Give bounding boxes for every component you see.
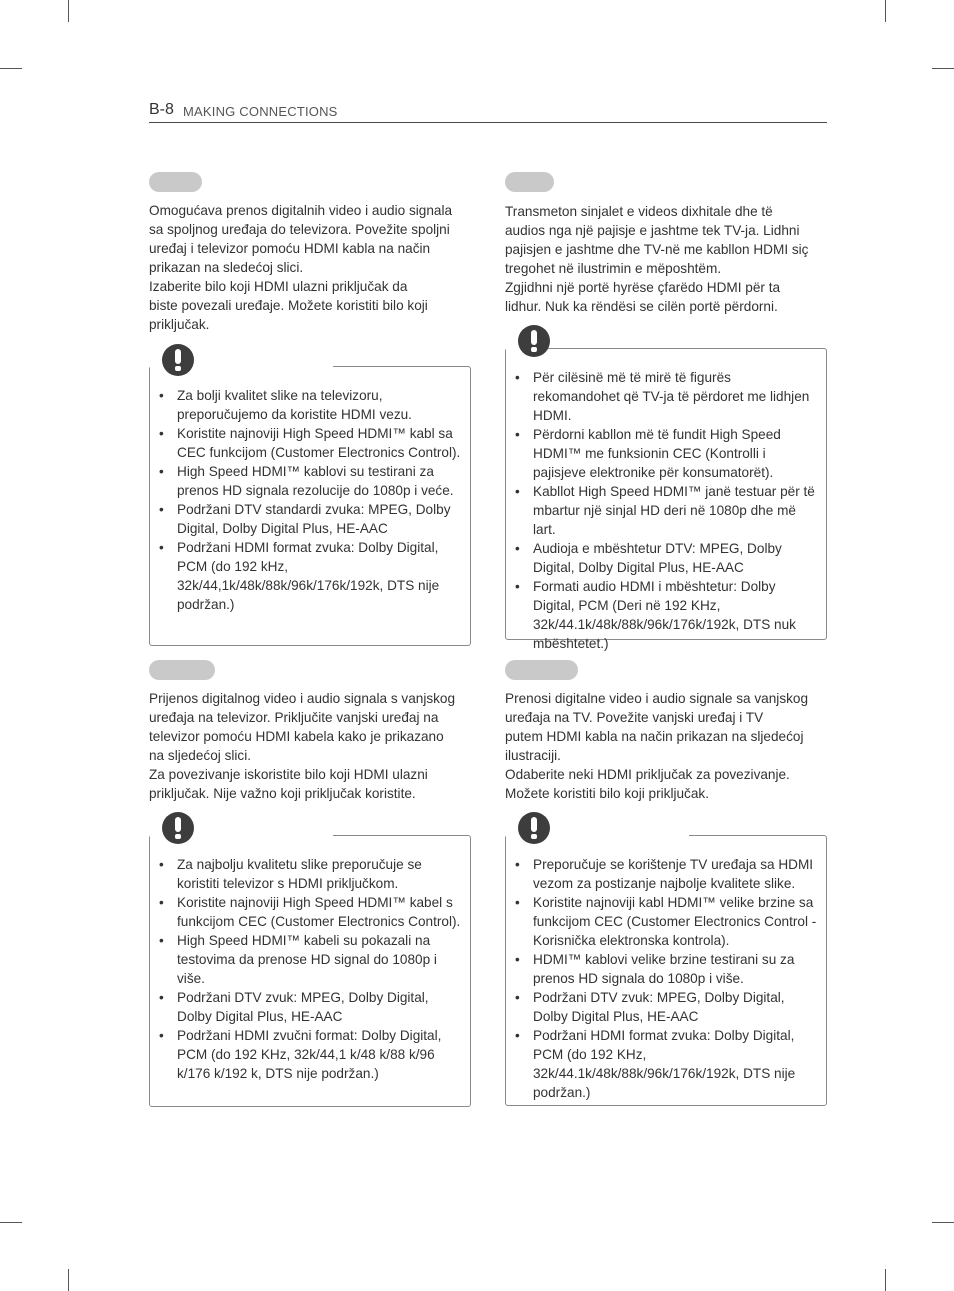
warning-icon [518, 812, 550, 844]
warning-icon [162, 812, 194, 844]
language-tag [505, 172, 554, 192]
warning-icon [162, 344, 194, 376]
crop-mark [68, 0, 69, 22]
note-item: • Podržani HDMI zvučni format: Dolby Digital, PCM (do 192 KHz, 32k/44,1 k/48 k/88 k/96 k/176 k/192 k, DTS nije podržan.) [159, 1026, 464, 1083]
crop-mark [885, 0, 886, 22]
note-list [159, 855, 464, 1083]
note-item: • HDMI™ kablovi velike brzine testirani su za prenos HD signala do 1080p i više. [515, 950, 820, 988]
page-header [149, 100, 827, 123]
note-item: • Preporučuje se korištenje TV uređaja sa HDMI vezom za postizanje najbolje kvalitete slike. [515, 855, 820, 893]
warning-icon [518, 325, 550, 357]
note-item: • Za bolji kvalitet slike na televizoru, preporučujemo da koristite HDMI vezu. [159, 386, 464, 424]
note-item: • Audioja e mbështetur DTV: MPEG, Dolby Digital, Dolby Digital Plus, HE-AAC [515, 539, 820, 577]
language-tag [149, 172, 202, 192]
language-tag [149, 660, 215, 680]
crop-mark [932, 1222, 954, 1223]
note-item: • Kabllot High Speed HDMI™ janë testuar për të mbartur një sinjal HD deri në 1080p dhe më lart. [515, 482, 820, 539]
crop-mark [885, 1269, 886, 1291]
note-box [505, 348, 827, 651]
note-item: • Za najbolju kvalitetu slike preporučuje se koristiti televizor s HDMI priključkom. [159, 855, 464, 893]
note-list [515, 855, 820, 1102]
section-title: MAKING CONNECTIONS [183, 104, 338, 119]
intro-paragraph: Transmeton sinjalet e videos dixhitale dhe të audios nga një pajisje e jashtme tek TV-ja. Lidhni pajisjen e jashtme dhe TV-në me kabllon HDMI siç tregohet në ilustrimin e mëposhtëm. Zgjidhni një portë hyrëse çfarëdo HDMI për ta lidhur. Nuk ka rëndësi se cilën portë përdorni. [505, 204, 809, 314]
note-item: • Koristite najnoviji High Speed HDMI™ kabl sa CEC funkcijom (Customer Electronics Control). [159, 424, 464, 462]
intro-paragraph: Omogućava prenos digitalnih video i audio signala sa spoljnog uređaja do televizora. Povežite spoljni uređaj i televizor pomoću HDMI kabla na način prikazan na sledećoj slici. Izaberite bilo koji HDMI ulazni priključak da biste povezali uređaje. Možete koristiti bilo koji priključak. [149, 203, 453, 332]
note-item: • Podržani DTV zvuk: MPEG, Dolby Digital, Dolby Digital Plus, HE-AAC [515, 988, 820, 1026]
note-list [515, 368, 820, 653]
note-item: • Formati audio HDMI i mbështetur: Dolby Digital, PCM (Deri në 192 KHz, 32k/44.1k/48k/88k/96k/176k/192k, DTS nuk mbështetet.) [515, 577, 820, 653]
note-box [505, 835, 827, 1106]
note-item: • Podržani HDMI format zvuka: Dolby Digital, PCM (do 192 KHz, 32k/44.1k/48k/88k/96k/176k/192k, DTS nije podržan.) [515, 1026, 820, 1102]
crop-mark [68, 1269, 69, 1291]
note-item: • Podržani DTV standardi zvuka: MPEG, Dolby Digital, Dolby Digital Plus, HE-AAC [159, 500, 464, 538]
note-item: • High Speed HDMI™ kabeli su pokazali na testovima da prenose HD signal do 1080p i više. [159, 931, 464, 988]
note-item: • Përdorni kabllon më të fundit High Speed HDMI™ me funksionin CEC (Kontrolli i pajisjeve elektronike për konsumatorët). [515, 425, 820, 482]
note-item: • Për cilësinë më të mirë të figurës rekomandohet që TV-ja të përdoret me lidhjen HDMI. [515, 368, 820, 425]
crop-mark [0, 68, 22, 69]
crop-mark [932, 68, 954, 69]
note-item: • Koristite najnoviji kabl HDMI™ velike brzine sa funkcijom CEC (Customer Electronics Control - Korisnička elektronska kontrola). [515, 893, 820, 950]
crop-mark [0, 1222, 22, 1223]
note-box [149, 835, 471, 1107]
note-box [149, 366, 471, 646]
intro-paragraph: Prenosi digitalne video i audio signale sa vanjskog uređaja na TV. Povežite vanjski uređaj i TV putem HDMI kabla na način prikazan na sljedećoj ilustraciji. Odaberite neki HDMI priključak za povezivanje. Možete koristiti bilo koji priključak. [505, 691, 809, 801]
page-number: B-8 [149, 101, 174, 118]
note-item: • Podržani DTV zvuk: MPEG, Dolby Digital, Dolby Digital Plus, HE-AAC [159, 988, 464, 1026]
note-item: • Podržani HDMI format zvuka: Dolby Digital, PCM (do 192 kHz, 32k/44,1k/48k/88k/96k/176k/192k, DTS nije podržan.) [159, 538, 464, 614]
language-tag [505, 660, 578, 680]
note-list [159, 386, 464, 614]
intro-paragraph: Prijenos digitalnog video i audio signala s vanjskog uređaja na televizor. Priključite vanjski uređaj na televizor pomoću HDMI kabela kako je prikazano na sljedećoj slici. Za povezivanje iskoristite bilo koji HDMI ulazni priključak. Nije važno koji priključak koristite. [149, 691, 456, 801]
note-item: • High Speed HDMI™ kablovi su testirani za prenos HD signala rezolucije do 1080p i veće. [159, 462, 464, 500]
note-item: • Koristite najnoviji High Speed HDMI™ kabel s funkcijom CEC (Customer Electronics Control). [159, 893, 464, 931]
